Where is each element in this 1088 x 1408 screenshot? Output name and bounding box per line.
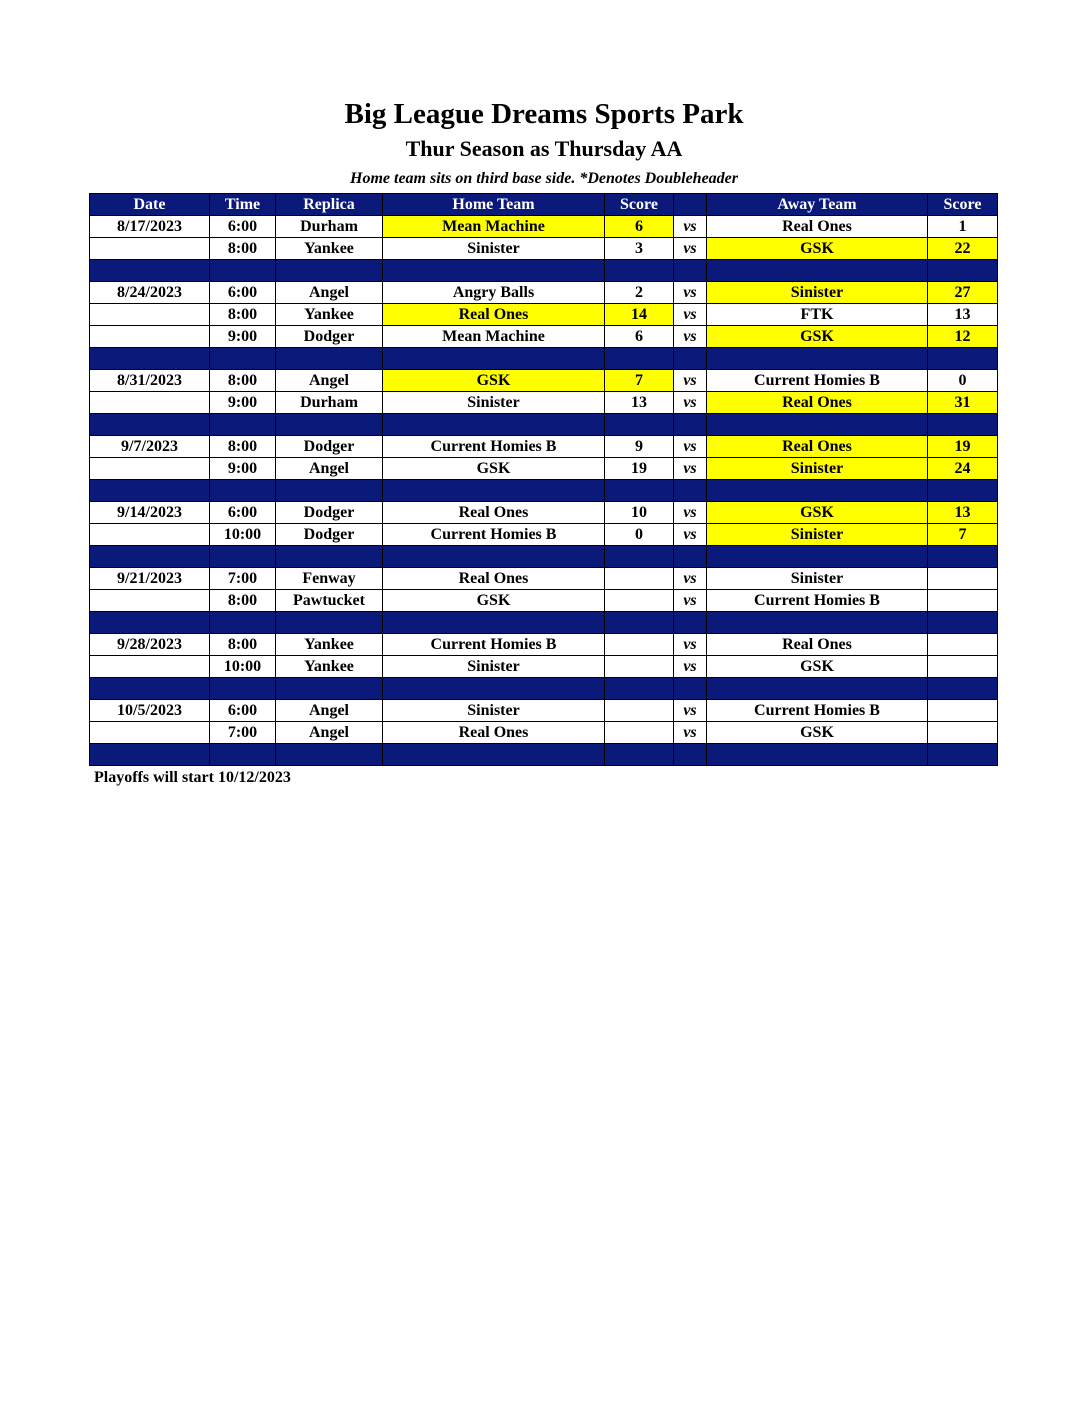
table-row — [90, 722, 998, 744]
game-time: 8:00 — [210, 436, 276, 458]
away-team: FTK — [707, 304, 928, 326]
replica-field: Angel — [276, 458, 383, 480]
home-team: Real Ones — [383, 568, 605, 590]
away-score — [928, 656, 998, 678]
separator-cell — [90, 260, 210, 282]
separator-cell — [276, 744, 383, 766]
separator-cell — [674, 414, 707, 436]
schedule-body — [90, 216, 998, 766]
home-team: Mean Machine — [383, 216, 605, 238]
vs-label: vs — [674, 238, 707, 260]
away-team: Current Homies B — [707, 700, 928, 722]
separator-cell — [210, 612, 276, 634]
away-score: 31 — [928, 392, 998, 414]
away-team: GSK — [707, 722, 928, 744]
game-date — [90, 304, 210, 326]
home-score: 19 — [605, 458, 674, 480]
table-row — [90, 590, 998, 612]
separator-cell — [210, 678, 276, 700]
game-time: 10:00 — [210, 524, 276, 546]
away-score: 13 — [928, 502, 998, 524]
game-time: 8:00 — [210, 370, 276, 392]
home-score — [605, 590, 674, 612]
table-row — [90, 326, 998, 348]
game-date: 10/5/2023 — [90, 700, 210, 722]
vs-label: vs — [674, 634, 707, 656]
game-date — [90, 524, 210, 546]
vs-label: vs — [674, 282, 707, 304]
separator-cell — [707, 546, 928, 568]
vs-label: vs — [674, 458, 707, 480]
home-team: Sinister — [383, 656, 605, 678]
table-row — [90, 458, 998, 480]
vs-label: vs — [674, 502, 707, 524]
separator-cell — [707, 348, 928, 370]
replica-field: Angel — [276, 700, 383, 722]
game-time: 8:00 — [210, 634, 276, 656]
home-team: GSK — [383, 458, 605, 480]
separator-cell — [928, 678, 998, 700]
game-time: 6:00 — [210, 700, 276, 722]
header-row — [90, 194, 998, 216]
table-row — [90, 656, 998, 678]
separator-cell — [928, 480, 998, 502]
week-separator-row — [90, 744, 998, 766]
schedule-table — [89, 193, 998, 766]
game-date: 9/7/2023 — [90, 436, 210, 458]
replica-field: Yankee — [276, 304, 383, 326]
game-date: 9/21/2023 — [90, 568, 210, 590]
separator-cell — [383, 260, 605, 282]
separator-cell — [928, 348, 998, 370]
separator-cell — [276, 260, 383, 282]
away-score — [928, 722, 998, 744]
home-team: Real Ones — [383, 502, 605, 524]
game-time: 10:00 — [210, 656, 276, 678]
separator-cell — [674, 612, 707, 634]
doubleheader-note: Home team sits on third base side. *Denotes Doubleheader — [350, 170, 738, 187]
separator-cell — [928, 546, 998, 568]
home-score: 2 — [605, 282, 674, 304]
home-score: 9 — [605, 436, 674, 458]
away-score: 0 — [928, 370, 998, 392]
separator-cell — [928, 414, 998, 436]
away-score — [928, 634, 998, 656]
game-date: 8/31/2023 — [90, 370, 210, 392]
separator-cell — [383, 414, 605, 436]
separator-cell — [276, 678, 383, 700]
away-score: 27 — [928, 282, 998, 304]
replica-field: Angel — [276, 722, 383, 744]
replica-field: Angel — [276, 370, 383, 392]
game-date: 8/17/2023 — [90, 216, 210, 238]
separator-cell — [276, 612, 383, 634]
vs-label: vs — [674, 568, 707, 590]
separator-cell — [383, 546, 605, 568]
table-row — [90, 436, 998, 458]
home-team: Angry Balls — [383, 282, 605, 304]
game-date — [90, 458, 210, 480]
home-team: Real Ones — [383, 722, 605, 744]
col-header-away-score: Score — [928, 194, 998, 216]
game-time: 7:00 — [210, 568, 276, 590]
separator-cell — [605, 744, 674, 766]
col-header-away-team: Away Team — [707, 194, 928, 216]
replica-field: Yankee — [276, 634, 383, 656]
game-time: 8:00 — [210, 590, 276, 612]
home-team: Current Homies B — [383, 634, 605, 656]
game-date — [90, 326, 210, 348]
separator-cell — [383, 348, 605, 370]
week-separator-row — [90, 678, 998, 700]
replica-field: Pawtucket — [276, 590, 383, 612]
away-team: Real Ones — [707, 634, 928, 656]
separator-cell — [605, 612, 674, 634]
away-team: GSK — [707, 238, 928, 260]
home-team: Sinister — [383, 700, 605, 722]
replica-field: Yankee — [276, 238, 383, 260]
vs-label: vs — [674, 524, 707, 546]
game-time: 7:00 — [210, 722, 276, 744]
week-separator-row — [90, 414, 998, 436]
separator-cell — [276, 414, 383, 436]
home-team: GSK — [383, 370, 605, 392]
separator-cell — [90, 348, 210, 370]
table-row — [90, 304, 998, 326]
week-separator-row — [90, 480, 998, 502]
home-team: Mean Machine — [383, 326, 605, 348]
vs-label: vs — [674, 700, 707, 722]
table-row — [90, 392, 998, 414]
home-score: 14 — [605, 304, 674, 326]
separator-cell — [605, 546, 674, 568]
home-score: 13 — [605, 392, 674, 414]
game-time: 9:00 — [210, 458, 276, 480]
separator-cell — [276, 480, 383, 502]
game-date — [90, 722, 210, 744]
separator-cell — [605, 678, 674, 700]
table-row — [90, 238, 998, 260]
away-score: 13 — [928, 304, 998, 326]
separator-cell — [605, 260, 674, 282]
home-score: 0 — [605, 524, 674, 546]
home-score: 6 — [605, 216, 674, 238]
home-score — [605, 722, 674, 744]
week-separator-row — [90, 546, 998, 568]
separator-cell — [383, 480, 605, 502]
game-date: 9/14/2023 — [90, 502, 210, 524]
game-date — [90, 238, 210, 260]
home-score — [605, 568, 674, 590]
away-score — [928, 700, 998, 722]
playoffs-note: Playoffs will start 10/12/2023 — [94, 769, 291, 786]
home-score: 10 — [605, 502, 674, 524]
away-team: GSK — [707, 502, 928, 524]
vs-label: vs — [674, 392, 707, 414]
away-team: Real Ones — [707, 216, 928, 238]
separator-cell — [928, 260, 998, 282]
separator-cell — [707, 678, 928, 700]
separator-cell — [276, 546, 383, 568]
home-team: Sinister — [383, 238, 605, 260]
table-row — [90, 216, 998, 238]
vs-label: vs — [674, 326, 707, 348]
separator-cell — [383, 744, 605, 766]
table-row — [90, 370, 998, 392]
game-time: 6:00 — [210, 502, 276, 524]
replica-field: Fenway — [276, 568, 383, 590]
separator-cell — [210, 260, 276, 282]
col-header-home-score: Score — [605, 194, 674, 216]
week-separator-row — [90, 260, 998, 282]
separator-cell — [383, 678, 605, 700]
table-row — [90, 634, 998, 656]
separator-cell — [90, 744, 210, 766]
away-team: Sinister — [707, 568, 928, 590]
home-team: Sinister — [383, 392, 605, 414]
game-date: 8/24/2023 — [90, 282, 210, 304]
separator-cell — [605, 480, 674, 502]
separator-cell — [674, 348, 707, 370]
replica-field: Yankee — [276, 656, 383, 678]
away-score — [928, 568, 998, 590]
game-time: 6:00 — [210, 282, 276, 304]
away-score: 22 — [928, 238, 998, 260]
separator-cell — [383, 612, 605, 634]
table-row — [90, 502, 998, 524]
replica-field: Dodger — [276, 502, 383, 524]
home-team: Current Homies B — [383, 524, 605, 546]
separator-cell — [674, 546, 707, 568]
week-separator-row — [90, 348, 998, 370]
away-team: Real Ones — [707, 436, 928, 458]
replica-field: Dodger — [276, 524, 383, 546]
page-subtitle: Thur Season as Thursday AA — [405, 136, 683, 161]
replica-field: Angel — [276, 282, 383, 304]
col-header-replica: Replica — [276, 194, 383, 216]
separator-cell — [707, 480, 928, 502]
col-header-time: Time — [210, 194, 276, 216]
away-team: Current Homies B — [707, 590, 928, 612]
vs-label: vs — [674, 216, 707, 238]
home-team: Real Ones — [383, 304, 605, 326]
away-team: Sinister — [707, 282, 928, 304]
away-team: GSK — [707, 326, 928, 348]
separator-cell — [605, 348, 674, 370]
separator-cell — [90, 612, 210, 634]
away-score: 1 — [928, 216, 998, 238]
game-time: 9:00 — [210, 326, 276, 348]
home-score — [605, 634, 674, 656]
away-team: GSK — [707, 656, 928, 678]
away-team: Sinister — [707, 458, 928, 480]
game-date: 9/28/2023 — [90, 634, 210, 656]
separator-cell — [210, 414, 276, 436]
table-row — [90, 282, 998, 304]
separator-cell — [210, 744, 276, 766]
replica-field: Dodger — [276, 326, 383, 348]
table-row — [90, 700, 998, 722]
separator-cell — [674, 744, 707, 766]
separator-cell — [674, 678, 707, 700]
separator-cell — [928, 612, 998, 634]
separator-cell — [707, 744, 928, 766]
separator-cell — [276, 348, 383, 370]
replica-field: Dodger — [276, 436, 383, 458]
game-time: 8:00 — [210, 304, 276, 326]
separator-cell — [210, 348, 276, 370]
home-team: Current Homies B — [383, 436, 605, 458]
week-separator-row — [90, 612, 998, 634]
vs-label: vs — [674, 722, 707, 744]
table-row — [90, 568, 998, 590]
home-score: 3 — [605, 238, 674, 260]
away-score: 12 — [928, 326, 998, 348]
separator-cell — [90, 480, 210, 502]
vs-label: vs — [674, 304, 707, 326]
col-header-date: Date — [90, 194, 210, 216]
separator-cell — [210, 480, 276, 502]
separator-cell — [707, 612, 928, 634]
away-team: Sinister — [707, 524, 928, 546]
game-time: 6:00 — [210, 216, 276, 238]
separator-cell — [605, 414, 674, 436]
page-title: Big League Dreams Sports Park — [344, 98, 744, 130]
home-team: GSK — [383, 590, 605, 612]
away-score: 24 — [928, 458, 998, 480]
game-time: 8:00 — [210, 238, 276, 260]
vs-label: vs — [674, 436, 707, 458]
away-score: 7 — [928, 524, 998, 546]
game-time: 9:00 — [210, 392, 276, 414]
separator-cell — [674, 480, 707, 502]
home-score: 7 — [605, 370, 674, 392]
col-header-home-team: Home Team — [383, 194, 605, 216]
game-date — [90, 392, 210, 414]
separator-cell — [707, 260, 928, 282]
separator-cell — [674, 260, 707, 282]
separator-cell — [210, 546, 276, 568]
separator-cell — [90, 546, 210, 568]
away-score — [928, 590, 998, 612]
away-team: Current Homies B — [707, 370, 928, 392]
separator-cell — [707, 414, 928, 436]
home-score — [605, 656, 674, 678]
replica-field: Durham — [276, 216, 383, 238]
vs-label: vs — [674, 656, 707, 678]
home-score: 6 — [605, 326, 674, 348]
away-score: 19 — [928, 436, 998, 458]
replica-field: Durham — [276, 392, 383, 414]
separator-cell — [90, 414, 210, 436]
table-row — [90, 524, 998, 546]
separator-cell — [928, 744, 998, 766]
game-date — [90, 656, 210, 678]
home-score — [605, 700, 674, 722]
away-team: Real Ones — [707, 392, 928, 414]
game-date — [90, 590, 210, 612]
vs-label: vs — [674, 370, 707, 392]
col-header-vs — [674, 194, 707, 216]
separator-cell — [90, 678, 210, 700]
vs-label: vs — [674, 590, 707, 612]
